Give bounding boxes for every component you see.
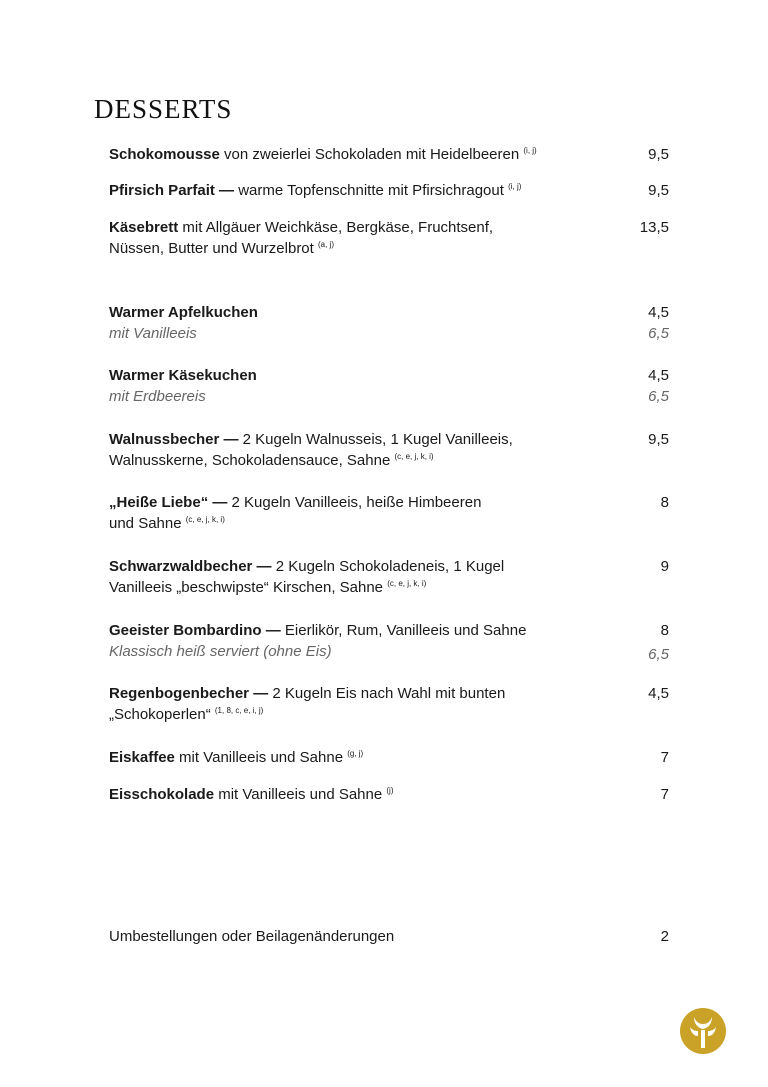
item-separator: — bbox=[261, 622, 285, 639]
item-description: mit Vanilleeis und Sahne bbox=[174, 749, 348, 766]
item-description: mit Allgäuer Weichkäse, Bergkäse, Fruchtsenf, Nüssen, Butter und Wurzelbrot bbox=[109, 219, 494, 257]
item-price: 4,5 bbox=[648, 304, 669, 321]
item-price: 9,5 bbox=[648, 431, 669, 448]
item-name: Eisschokolade bbox=[109, 786, 215, 803]
menu-item bbox=[109, 365, 669, 407]
item-allergens: (i, j) bbox=[508, 182, 522, 191]
item-separator: — bbox=[214, 182, 239, 199]
item-name: „Heiße Liebe“ bbox=[109, 494, 209, 511]
item-price: 9,5 bbox=[648, 146, 669, 163]
menu-item bbox=[109, 429, 669, 471]
item-allergens: (c, e, j, k, i) bbox=[387, 579, 427, 588]
item-sub-price: 6,5 bbox=[648, 325, 669, 342]
item-price: 8 bbox=[660, 622, 669, 639]
item-name: Pfirsich Parfait bbox=[109, 182, 215, 199]
item-name: Käsebrett bbox=[109, 219, 179, 236]
item-separator: — bbox=[219, 431, 243, 448]
item-allergens: (j) bbox=[386, 786, 394, 795]
item-separator: — bbox=[252, 558, 276, 575]
item-price: 9,5 bbox=[648, 182, 669, 199]
menu-item bbox=[109, 217, 669, 259]
item-allergens: (c, e, j, k, i) bbox=[394, 452, 434, 461]
restaurant-logo-icon bbox=[680, 1008, 726, 1054]
menu-item bbox=[109, 620, 669, 662]
menu-item bbox=[109, 747, 669, 768]
item-price: 4,5 bbox=[648, 685, 669, 702]
item-sub-price: 6,5 bbox=[648, 388, 669, 405]
item-subline: mit Erdbeereis bbox=[109, 388, 206, 405]
item-price: 8 bbox=[660, 494, 669, 511]
item-name: Warmer Käsekuchen bbox=[109, 367, 257, 384]
item-price: 4,5 bbox=[648, 367, 669, 384]
item-subline: mit Vanilleeis bbox=[109, 325, 197, 342]
item-price: 13,5 bbox=[639, 219, 669, 236]
item-description: 2 Kugeln Eis nach Wahl mit bunten „Schokoperlen“ bbox=[109, 685, 506, 723]
item-name: Warmer Apfelkuchen bbox=[109, 304, 258, 321]
menu-item bbox=[109, 302, 669, 344]
item-sub-price: 6,5 bbox=[648, 646, 669, 663]
item-description: warme Topfenschnitte mit Pfirsichragout bbox=[238, 182, 509, 199]
menu-item bbox=[109, 683, 669, 725]
item-name: Eiskaffee bbox=[109, 749, 175, 766]
item-price: 9 bbox=[660, 558, 669, 575]
item-name: Walnussbecher bbox=[109, 431, 220, 448]
surcharge-note bbox=[109, 926, 669, 947]
menu-item bbox=[109, 492, 669, 534]
menu-item bbox=[109, 144, 669, 165]
item-allergens: (a, j) bbox=[318, 240, 334, 249]
surcharge-label: Umbestellungen oder Beilagenänderungen bbox=[109, 928, 395, 945]
item-name: Schwarzwaldbecher bbox=[109, 558, 253, 575]
item-name: Regenbogenbecher bbox=[109, 685, 250, 702]
menu-item bbox=[109, 556, 669, 598]
item-description: 2 Kugeln Walnusseis, 1 Kugel Vanilleeis, Walnusskerne, Schokoladensauce, Sahne bbox=[109, 431, 513, 469]
menu-item bbox=[109, 180, 669, 201]
item-allergens: (g, j) bbox=[347, 749, 364, 758]
item-description: mit Vanilleeis und Sahne bbox=[214, 786, 387, 803]
page-title: DESSERTS bbox=[94, 94, 233, 124]
item-price: 7 bbox=[660, 749, 669, 766]
item-separator: — bbox=[208, 494, 232, 511]
item-separator: — bbox=[249, 685, 273, 702]
item-allergens: (1, 8, c, e, i, j) bbox=[214, 706, 264, 715]
item-name: Geeister Bombardino bbox=[109, 622, 262, 639]
item-description: Eierlikör, Rum, Vanilleeis und Sahne bbox=[284, 622, 527, 639]
item-price: 7 bbox=[660, 786, 669, 803]
item-allergens: (i, j) bbox=[523, 146, 537, 155]
menu-item bbox=[109, 784, 669, 805]
item-name: Schokomousse bbox=[109, 146, 220, 163]
item-allergens: (c, e, j, k, i) bbox=[185, 515, 225, 524]
item-description: von zweierlei Schokoladen mit Heidelbeeren bbox=[219, 146, 524, 163]
item-description: 2 Kugeln Schokoladeneis, 1 Kugel Vanilleeis „beschwipste“ Kirschen, Sahne bbox=[109, 558, 505, 596]
surcharge-price: 2 bbox=[660, 928, 669, 945]
item-description: 2 Kugeln Vanilleeis, heiße Himbeeren und Sahne bbox=[109, 494, 482, 532]
item-subline: Klassisch heiß serviert (ohne Eis) bbox=[109, 643, 332, 660]
